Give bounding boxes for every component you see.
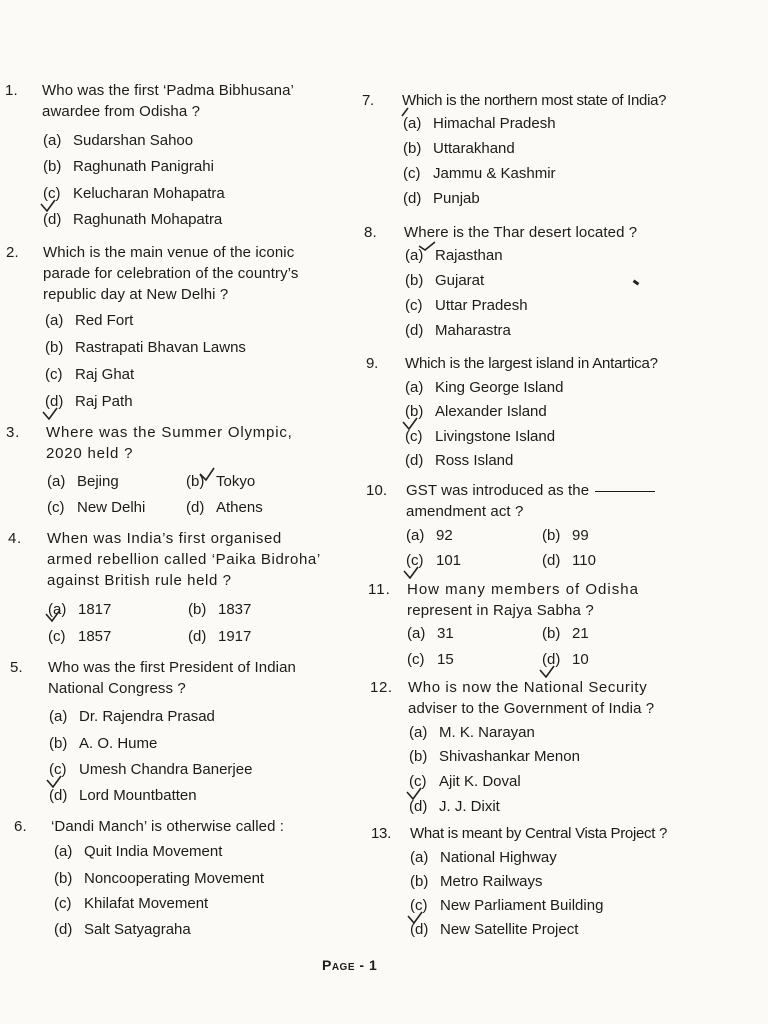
option-a: (a) Himachal Pradesh xyxy=(403,114,556,134)
question-number: 8. xyxy=(364,224,377,241)
option-b: (b) Rastrapati Bhavan Lawns xyxy=(45,339,246,356)
answer-tick-mark xyxy=(402,557,432,579)
question-text: parade for celebration of the country’s xyxy=(43,265,299,282)
option-c: (c) 101 xyxy=(406,551,461,571)
option-c: (c) New Delhi xyxy=(47,499,146,516)
question-text: Who was the first ‘Padma Bibhusana’ xyxy=(42,82,294,99)
option-c: (c) 15 xyxy=(407,651,454,668)
option-b: (b) 1837 xyxy=(188,601,252,618)
option-a: (a) King George Island xyxy=(405,379,564,396)
option-b: (b) Gujarat xyxy=(405,272,485,289)
question-text: represent in Rajya Sabha ? xyxy=(407,602,594,619)
question-text: Who was the first President of Indian xyxy=(48,659,296,676)
option-c: (c) Ajit K. Doval xyxy=(409,772,521,792)
option-d: (d) J. J. Dixit xyxy=(409,798,500,815)
option-a: (a) Red Fort xyxy=(45,312,134,329)
answer-tick-mark xyxy=(45,766,75,788)
ink-speck xyxy=(633,280,640,286)
question-10 xyxy=(366,480,706,522)
question-text: Which is the largest island in Antartica? xyxy=(405,355,658,372)
option-d: (d) Ross Island xyxy=(405,452,514,469)
answer-tick-mark xyxy=(415,238,445,260)
question-number: 5. xyxy=(10,659,23,676)
option-d: (d) 1917 xyxy=(188,628,252,645)
option-a: (a) Sudarshan Sahoo xyxy=(43,132,194,149)
answer-tick-mark xyxy=(39,190,69,212)
question-number: 6. xyxy=(14,818,27,835)
question-number: 3. xyxy=(6,424,21,441)
option-d: (d) Lord Mountbatten xyxy=(49,787,197,804)
question-text: republic day at New Delhi ? xyxy=(43,286,229,303)
option-b: (b) Metro Railways xyxy=(410,873,543,890)
option-d: (d) 110 xyxy=(542,552,596,569)
option-d: (d) 10 xyxy=(542,650,589,670)
option-d: (d) New Satellite Project xyxy=(410,921,579,938)
question-12 xyxy=(370,677,708,719)
question-11 xyxy=(368,579,707,621)
question-text: Which is the northern most state of India? xyxy=(402,92,667,109)
question-4 xyxy=(8,528,347,591)
question-text: Where is the Thar desert located ? xyxy=(404,224,638,241)
option-b: (b) Noncooperating Movement xyxy=(54,870,265,887)
option-b: (b) Alexander Island xyxy=(405,402,547,422)
question-3 xyxy=(6,422,346,464)
option-b: (b) Tokyo xyxy=(186,472,255,492)
option-b: (b) 99 xyxy=(542,527,589,544)
question-13 xyxy=(371,823,710,844)
question-text: awardee from Odisha ? xyxy=(42,103,201,120)
question-number: 9. xyxy=(366,355,379,372)
option-a: (a) 31 xyxy=(407,625,454,642)
option-c: (c) Raj Ghat xyxy=(45,366,135,383)
option-d: (d) Maharastra xyxy=(405,322,511,339)
option-b: (b) A. O. Hume xyxy=(49,735,158,752)
question-text: adviser to the Government of India ? xyxy=(408,700,655,717)
question-number: 7. xyxy=(362,92,374,109)
question-number: 1. xyxy=(5,82,18,99)
option-d: (d) Athens xyxy=(186,499,263,516)
option-c: (c) Kelucharan Mohapatra xyxy=(43,184,225,204)
question-text: Who is now the National Security xyxy=(408,679,648,696)
question-number: 4. xyxy=(8,530,22,547)
answer-tick-mark xyxy=(399,104,429,126)
answer-tick-mark xyxy=(44,600,74,622)
question-text: Which is the main venue of the iconic xyxy=(43,244,295,261)
answer-tick-mark xyxy=(196,466,226,488)
question-number: 13. xyxy=(371,825,391,842)
option-c: (c) Jammu & Kashmir xyxy=(403,165,556,182)
option-c: (c) New Parliament Building xyxy=(410,896,603,916)
question-8 xyxy=(364,222,704,243)
option-c: (c) 1857 xyxy=(48,628,112,645)
page-number: Page - 1 xyxy=(322,957,378,973)
option-c: (c) Livingstone Island xyxy=(405,428,556,445)
option-c: (c) Uttar Pradesh xyxy=(405,297,528,314)
option-a: (a) Quit India Movement xyxy=(54,843,223,860)
question-number: 10. xyxy=(366,482,388,499)
question-text: National Congress ? xyxy=(48,680,186,697)
question-7 xyxy=(362,90,702,111)
fill-in-blank xyxy=(595,491,655,492)
option-a: (a) Bejing xyxy=(47,473,119,490)
question-text: ‘Dandi Manch’ is otherwise called : xyxy=(51,818,285,835)
option-d: (d) Salt Satyagraha xyxy=(54,921,191,938)
option-c: (c) Umesh Chandra Banerjee xyxy=(49,760,252,780)
question-2 xyxy=(6,242,343,305)
question-text: armed rebellion called ‘Paika Bidroha’ xyxy=(47,551,321,568)
question-text: against British rule held ? xyxy=(47,572,232,589)
question-number: 12. xyxy=(370,679,393,696)
answer-tick-mark xyxy=(538,656,568,678)
question-9 xyxy=(366,353,705,374)
question-text: When was India’s first organised xyxy=(47,530,282,547)
option-c: (c) Khilafat Movement xyxy=(54,895,209,912)
question-number: 11. xyxy=(368,581,391,598)
option-b: (b) Uttarakhand xyxy=(403,140,515,157)
option-a: (a) Dr. Rajendra Prasad xyxy=(49,708,215,725)
question-text: GST was introduced as the xyxy=(406,480,706,501)
option-a: (a) 1817 xyxy=(48,600,111,620)
question-6 xyxy=(14,816,351,837)
question-text: How many members of Odisha xyxy=(407,581,639,598)
option-a: (a) M. K. Narayan xyxy=(409,724,535,741)
question-5 xyxy=(10,657,348,699)
option-a: (a) Rajasthan xyxy=(405,246,503,266)
question-text: What is meant by Central Vista Project ? xyxy=(410,825,668,842)
option-d: (d) Raghunath Mohapatra xyxy=(43,211,223,228)
question-number: 2. xyxy=(6,244,19,261)
option-a: (a) National Highway xyxy=(410,849,557,866)
option-d: (d) Raj Path xyxy=(45,392,133,412)
option-b: (b) Shivashankar Menon xyxy=(409,748,580,765)
question-text: amendment act ? xyxy=(406,503,524,520)
question-text: 2020 held ? xyxy=(46,445,134,462)
answer-tick-mark xyxy=(41,398,71,420)
option-d: (d) Punjab xyxy=(403,190,480,207)
question-text: Where was the Summer Olympic, xyxy=(46,424,293,441)
option-b: (b) Raghunath Panigrahi xyxy=(43,158,214,175)
option-a: (a) 92 xyxy=(406,527,453,544)
option-b: (b) 21 xyxy=(542,625,589,642)
question-1 xyxy=(5,80,342,122)
